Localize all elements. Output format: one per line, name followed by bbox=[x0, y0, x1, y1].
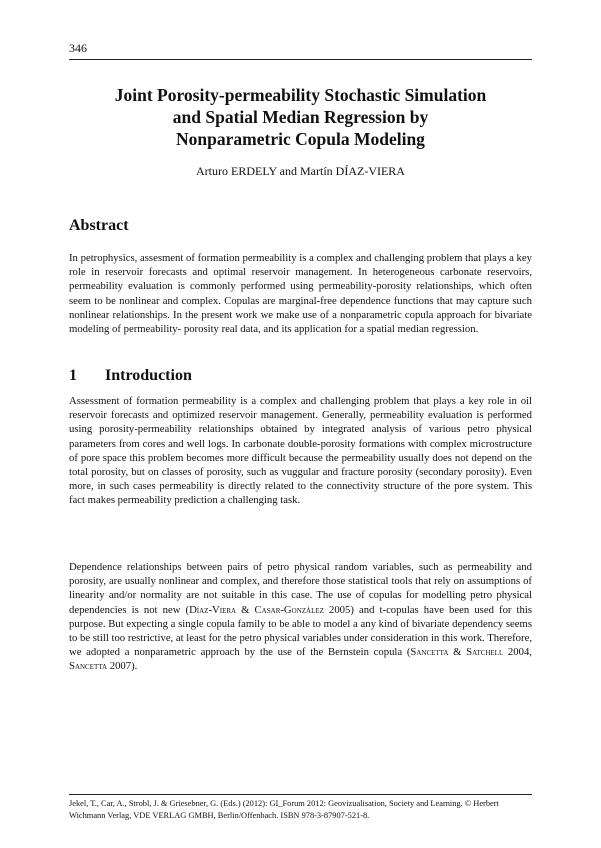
intro-paragraph-2 bbox=[69, 560, 532, 674]
intro-paragraph-1: Assessment of formation permeability is a complex and challenging problem that plays a key role in oil reservoir forecasts and optimized reservoir management. Generally, permeability evaluation is performed using porosity-permeability relationships obtained by integrated analysis of various petro physical parameters from cores and well logs. In carbonate double-porosity formations with complex microstructure of pore space this problem becomes more difficult because the permeability usually does not depend on the total porosity, but on classes of porosity, such as vuggular and fracture porosity (secondary porosity). Even more, in such cases permeability is directly related to the connectivity structure of the pore system. This fact makes permeability prediction a challenging task. bbox=[69, 395, 532, 507]
paragraph-text: 2004, bbox=[503, 646, 532, 659]
title-line: Joint Porosity-permeability Stochastic Simulation bbox=[114, 85, 487, 105]
citation: Díaz-Viera & Casar-González bbox=[189, 603, 324, 616]
section-number: 1 bbox=[69, 367, 77, 384]
citation: Sancetta bbox=[69, 660, 108, 673]
footer-rule bbox=[69, 794, 532, 795]
header-rule bbox=[69, 59, 532, 60]
citation: Sancetta & Satchell bbox=[410, 646, 504, 659]
title-line: Nonparametric Copula Modeling bbox=[176, 129, 425, 149]
abstract-text: In petrophysics, assesment of formation permeability is a complex and challenging problem that plays a key role in reservoir forecasts and optimal reservoir management. In heterogeneous carbonate reservoirs, permeability evaluation is commonly performed using permeability-porosity relationships, which often seem to be nonlinear and complex. Copulas are marginal-free dependence functions that may capture such nonlinear relationships. In the present work we make use of a nonparametric copula approach for bivariate modeling of permeability- porosity real data, and its application for a spatial median regression. bbox=[69, 252, 532, 336]
paper-title bbox=[69, 84, 532, 150]
authors: Arturo ERDELY and Martín DÍAZ-VIERA bbox=[196, 164, 405, 178]
paragraph-text: 2005) and t-copulas have been used for this purpose. But expecting a single copula family to be able to model a any kind of bivariate dependency seems to be still too restrictive, at least for the petro physical variables under consideration in this work. Therefore, we adopted a nonparametric approach by the use of the Bernstein copula ( bbox=[69, 603, 532, 659]
section-heading bbox=[69, 367, 192, 385]
paragraph-text: Dependence relationships between pairs of petro physical random variables, such as permeability and porosity, are usually nonlinear and complex, and therefore those statistical tools that rely on assumptions of linearity and/or normality are not suitable in this case. The use of copulas for modelling petro physical dependencies is not new ( bbox=[69, 561, 532, 616]
title-line: and Spatial Median Regression by bbox=[172, 107, 429, 127]
section-title: Introduction bbox=[105, 367, 192, 384]
page-number: 346 bbox=[69, 41, 87, 55]
paragraph-text: 2007). bbox=[107, 660, 138, 673]
abstract-heading: Abstract bbox=[69, 217, 129, 234]
footer-citation: Jekel, T., Car, A., Strobl, J. & Griesebner, G. (Eds.) (2012): GI_Forum 2012: Geovizualisation, Society and Learning. © Herbert Wichmann Verlag, VDE VERLAG GMBH, Berlin/Offenbach. ISBN 978-3-87907-521-8. bbox=[69, 799, 499, 820]
